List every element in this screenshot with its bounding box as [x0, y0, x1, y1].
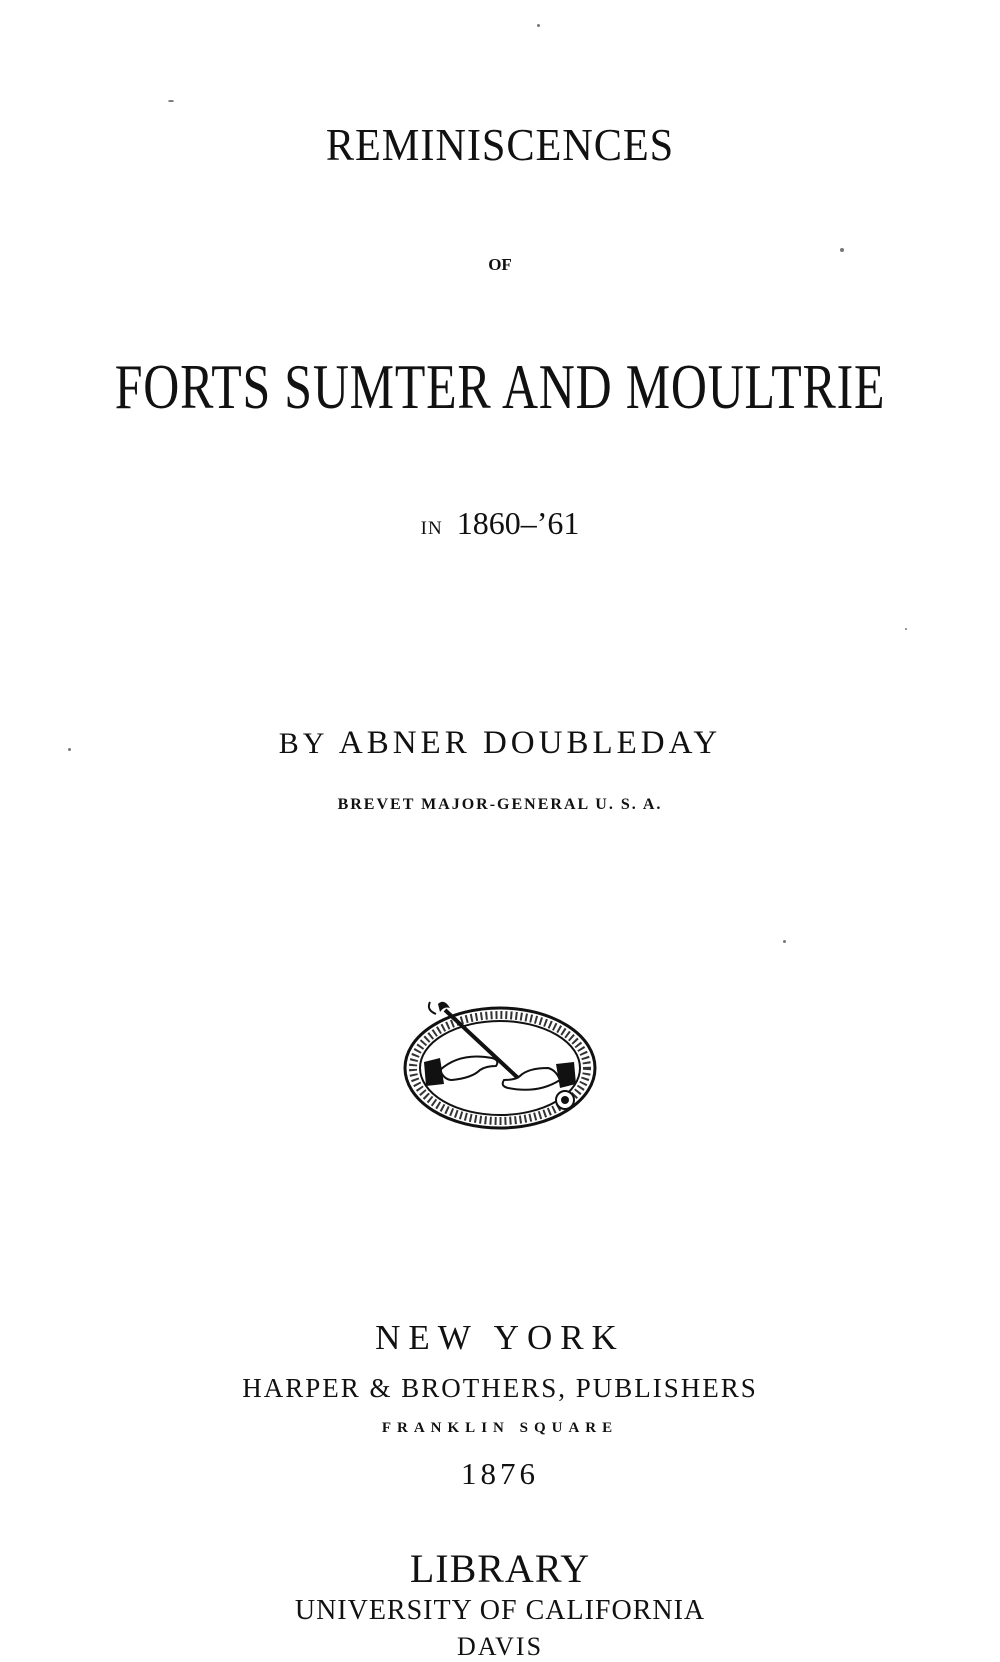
scan-speck	[783, 940, 786, 943]
scan-speck	[840, 248, 844, 252]
date-range: 1860–’61	[456, 505, 580, 541]
library-stamp-line3: DAVIS	[456, 1632, 544, 1661]
author-line	[0, 725, 1000, 762]
imprint-city: NEW YORK	[375, 1318, 625, 1357]
scan-speck	[537, 24, 540, 27]
author-name: ABNER DOUBLEDAY	[338, 725, 722, 761]
imprint-year: 1876	[461, 1456, 539, 1491]
date-preposition: IN	[420, 518, 443, 539]
imprint-address: FRANKLIN SQUARE	[381, 1420, 619, 1436]
title-connector: OF	[488, 255, 512, 274]
library-stamp-line2: UNIVERSITY OF CALIFORNIA	[294, 1595, 706, 1626]
book-title: REMINISCENCES	[325, 119, 675, 170]
scan-speck	[68, 748, 71, 751]
author-rank: BREVET MAJOR-GENERAL U. S. A.	[337, 796, 663, 813]
publisher-emblem	[400, 1000, 600, 1135]
date-range-line	[0, 505, 1000, 542]
imprint-publisher: HARPER & BROTHERS, PUBLISHERS	[242, 1373, 758, 1403]
scan-speck	[905, 628, 907, 630]
author-by: BY	[278, 727, 329, 760]
clasped-hands-torch-emblem-icon	[400, 1000, 600, 1135]
book-subject: FORTS SUMTER AND MOULTRIE	[114, 351, 886, 422]
scan-speck	[168, 100, 174, 102]
library-stamp-line1: LIBRARY	[409, 1546, 591, 1591]
